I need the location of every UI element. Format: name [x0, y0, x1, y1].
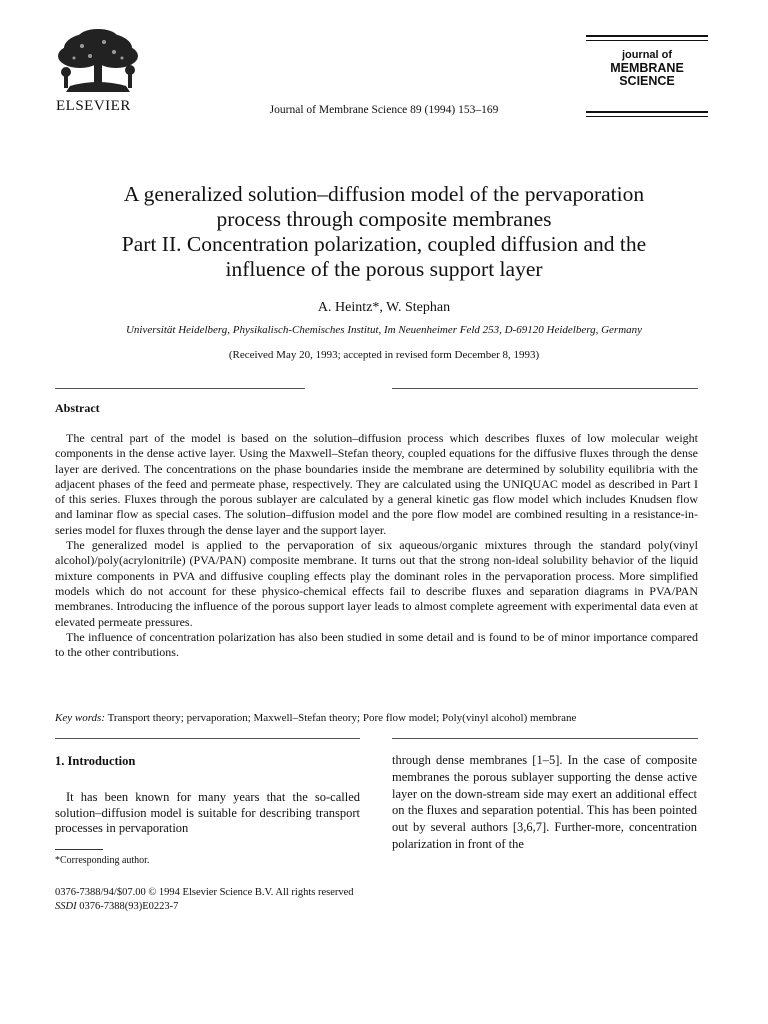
- divider-left: [55, 388, 305, 389]
- title-line: process through composite membranes: [216, 207, 552, 231]
- title-line: influence of the porous support layer: [225, 257, 543, 281]
- ssdi-line: [55, 900, 354, 914]
- keywords-label: Key words:: [55, 712, 106, 724]
- intro-left-column: [55, 790, 360, 837]
- abstract-paragraph: The central part of the model is based on the solution–diffusion process which describes fluxes of low molecular weight components in the dense active layer. Using the Maxwell–Stefan theory, coupled equations for the diffusive fluxes through the dense layer are derived. The concentrations on the phase boundaries inside the membrane are determined by solubility equilibria with the adjacent phases of the feed and permeate phase, respectively. They are calculated using the UNIQUAC model as described in Part I of this series. Fluxes through the porous sublayer are calculated by a general kinetic gas flow model which includes Knudsen flow and laminar flow as special cases. The solution–diffusion model and the pore flow model are combined resulting in a resistance-in-series model for fluxes through the dense layer and the support layer.: [55, 431, 698, 537]
- divider-left-body: [55, 738, 360, 739]
- journal-logo: [586, 49, 708, 88]
- journal-citation: Journal of Membrane Science 89 (1994) 153–169: [269, 104, 499, 116]
- abstract-paragraph: The generalized model is applied to the pervaporation of six aqueous/organic mixtures through the standard poly(vinyl alcohol)/poly(acrylonitrile) (PVA/PAN) composite membrane. It turns out that the strong non-ideal solubility behavior of the liquid mixture components in PVA and diffusive coupling effects play the dominant roles in the pervaporation process. More simplified models which do not account for these physico-chemical effects fail to describe fluxes and separation diagrams in PVA/PAN membranes. Introducing the influence of the porous support layer leads to almost complete agreement with experimental data even at elevated permeate pressures.: [55, 538, 698, 629]
- intro-paragraph-right: through dense membranes [1–5]. In the case of composite membranes the porous sublayer supporting the dense active layer on the down-stream side may exert an additional effect on the fluxes and separation potential. This has been pointed out by several authors [3,6,7]. Further-more, concentration polarization in front of the: [392, 753, 697, 851]
- authors: A. Heintz*, W. Stephan: [317, 300, 451, 315]
- abstract-body: [55, 431, 698, 660]
- copyright-block: [55, 886, 354, 914]
- title-line: Part II. Concentration polarization, coupled diffusion and the: [121, 232, 647, 256]
- divider-right: [392, 388, 698, 389]
- footnote: *Corresponding author.: [55, 855, 150, 866]
- abstract-heading: Abstract: [55, 401, 100, 415]
- keywords-text: Transport theory; pervaporation; Maxwell–Stefan theory; Pore flow model; Poly(vinyl alcohol) membrane: [107, 712, 577, 724]
- elsevier-tree-logo-icon: [52, 28, 144, 94]
- journal-logo-rule-top: [586, 35, 708, 37]
- journal-logo-line: journal of: [621, 49, 673, 61]
- journal-logo-rule-bottom: [586, 111, 708, 113]
- paper-title: [40, 182, 728, 282]
- title-line: A generalized solution–diffusion model of the pervaporation: [123, 182, 645, 206]
- abstract-paragraph: The influence of concentration polarization has also been studied in some detail and is found to be of minor importance compared to the other contributions.: [55, 629, 698, 660]
- footnote-rule: [55, 849, 103, 850]
- received-dates: (Received May 20, 1993; accepted in revised form December 8, 1993): [228, 349, 540, 361]
- intro-right-column: [392, 752, 697, 853]
- keywords: [55, 712, 698, 724]
- journal-logo-rule-bottom-thin: [586, 116, 708, 117]
- journal-logo-rule-top-thin: [586, 40, 708, 41]
- ssdi-label: SSDI: [55, 901, 77, 912]
- publisher-name: ELSEVIER: [56, 98, 131, 114]
- journal-logo-line: MEMBRANE: [610, 61, 684, 75]
- journal-logo-line: SCIENCE: [619, 74, 675, 88]
- section-heading: 1. Introduction: [55, 754, 136, 768]
- intro-paragraph-left: It has been known for many years that the so-called solution–diffusion model is suitable for describing transport processes in pervaporation: [55, 790, 360, 835]
- affiliation: Universität Heidelberg, Physikalisch-Chemisches Institut, Im Neuenheimer Feld 253, D-69120 Heidelberg, Germany: [125, 324, 643, 336]
- copyright-line: 0376-7388/94/$07.00 © 1994 Elsevier Science B.V. All rights reserved: [55, 887, 354, 898]
- divider-right-body: [392, 738, 698, 739]
- ssdi-value: 0376-7388(93)E0223-7: [79, 901, 179, 912]
